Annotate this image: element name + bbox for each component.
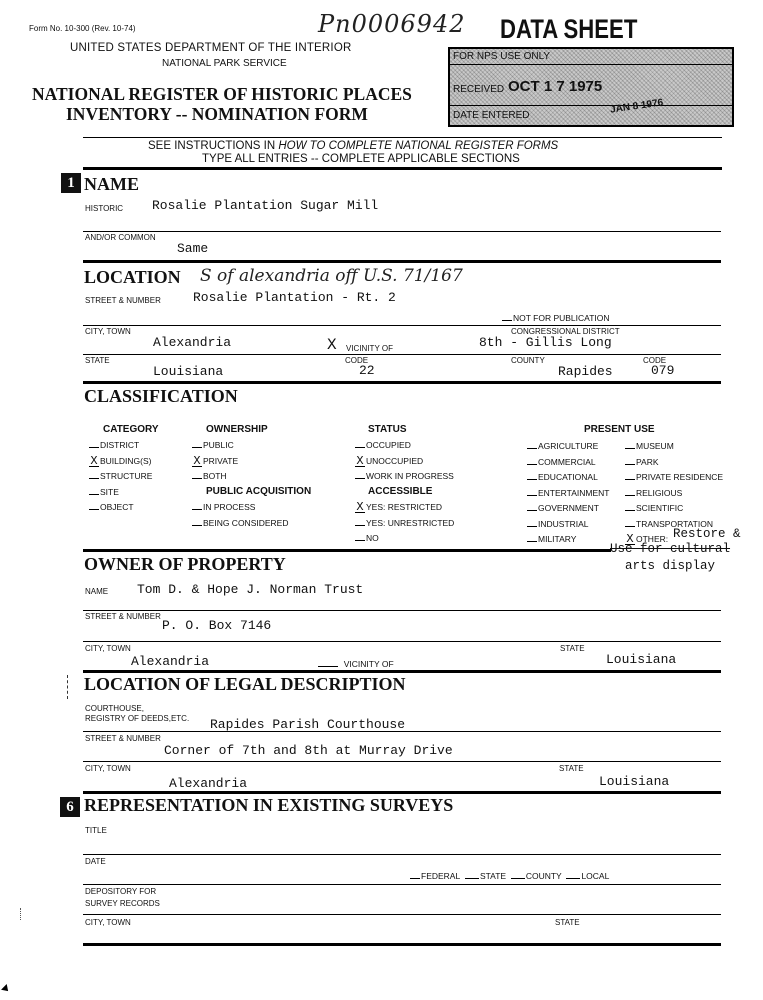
instructions-prefix: SEE INSTRUCTIONS IN	[148, 140, 279, 152]
classification-section-title: CLASSIFICATION	[84, 386, 238, 406]
local-option: LOCAL	[581, 871, 610, 881]
owner-street-value: P. O. Box 7146	[162, 618, 272, 633]
checkbox-label: PRIVATE	[203, 455, 239, 466]
service-name: NATIONAL PARK SERVICE	[162, 58, 287, 69]
common-name-value: Same	[177, 241, 209, 256]
representation-section-title: REPRESENTATION IN EXISTING SURVEYS	[84, 795, 454, 815]
legal-state-label: STATE	[559, 764, 584, 773]
public-acquisition-heading: PUBLIC ACQUISITION	[206, 486, 312, 497]
checkbox-label: IN PROCESS	[203, 502, 256, 512]
state-code-label: CODE	[345, 356, 369, 365]
checkbox-mark[interactable]	[527, 510, 537, 511]
received-stamp: OCT 1 7 1975	[508, 78, 603, 95]
checkbox-mark[interactable]	[625, 464, 635, 465]
congressional-district-value: 8th - Gillis Long	[479, 335, 612, 350]
instructions-italic-title: HOW TO COMPLETE NATIONAL REGISTER FORMS	[278, 140, 559, 152]
checkbox-mark[interactable]	[355, 525, 365, 526]
checkbox-option-private-residence[interactable]	[625, 472, 723, 482]
form-title-line2: INVENTORY -- NOMINATION FORM	[66, 104, 368, 124]
other-use-line1: Restore &	[673, 527, 741, 541]
checkbox-option-agriculture[interactable]	[527, 441, 598, 451]
checkbox-label: AGRICULTURE	[538, 441, 599, 451]
checkbox-label: OTHER:	[636, 534, 669, 544]
federal-option: FEDERAL	[421, 871, 461, 881]
checkbox-option-both[interactable]	[192, 471, 227, 481]
checkbox-option-commercial[interactable]	[527, 457, 596, 467]
form-title-line1: NATIONAL REGISTER OF HISTORIC PLACES	[32, 84, 412, 104]
checkbox-option-government[interactable]	[527, 503, 599, 513]
section-number-6: 6	[60, 797, 80, 817]
checkbox-option-site[interactable]	[89, 487, 119, 497]
department-name: UNITED STATES DEPARTMENT OF THE INTERIOR	[70, 42, 352, 54]
courthouse-label-line1: COURTHOUSE,	[85, 704, 144, 713]
present-use-heading: PRESENT USE	[584, 424, 655, 435]
checkbox-label: MUSEUM	[636, 441, 674, 451]
checkbox-mark[interactable]: X	[626, 532, 634, 546]
checkbox-option-yes-unrestricted[interactable]	[355, 518, 454, 528]
checkbox-option-religious[interactable]	[625, 488, 682, 498]
checkbox-option-in-process[interactable]	[192, 502, 255, 512]
nps-use-only-box	[448, 47, 734, 127]
checkbox-option-no[interactable]	[355, 533, 379, 543]
survey-city-label: CITY, TOWN	[85, 918, 131, 927]
county-value: Rapides	[558, 364, 613, 379]
checkbox-option-structure[interactable]	[89, 471, 152, 481]
checkbox-option-industrial[interactable]	[527, 519, 589, 529]
checkbox-label: WORK IN PROGRESS	[366, 471, 454, 481]
county-option: COUNTY	[525, 871, 562, 881]
checkbox-label: EDUCATIONAL	[538, 472, 598, 482]
checkbox-mark[interactable]	[89, 478, 99, 479]
vicinity-mark: X	[327, 336, 337, 354]
nps-box-heading: FOR NPS USE ONLY	[453, 51, 551, 62]
checkbox-label: OBJECT	[100, 502, 134, 512]
county-code-label: CODE	[643, 356, 667, 365]
checkbox-mark[interactable]	[625, 510, 635, 511]
location-street-value: Rosalie Plantation - Rt. 2	[193, 290, 396, 305]
checkbox-mark[interactable]: X	[90, 453, 98, 468]
legal-state-value: Louisiana	[599, 774, 670, 789]
checkbox-mark[interactable]	[527, 448, 537, 449]
status-heading: STATUS	[368, 424, 407, 435]
checkbox-mark[interactable]	[355, 447, 365, 448]
checkbox-mark[interactable]	[192, 509, 202, 510]
checkbox-label: SCIENTIFIC	[636, 503, 684, 513]
checkbox-mark[interactable]	[625, 448, 635, 449]
other-use-line2: Use for cultural	[610, 542, 731, 556]
checkbox-option-building-s[interactable]	[89, 453, 152, 468]
data-sheet-stamp: DATA SHEET	[500, 14, 638, 44]
checkbox-mark[interactable]	[527, 526, 537, 527]
owner-vicinity-option	[318, 659, 394, 669]
survey-state-label: STATE	[555, 918, 580, 927]
checkbox-option-district[interactable]	[89, 440, 139, 450]
checkbox-label: YES: UNRESTRICTED	[366, 517, 455, 528]
checkbox-option-unoccupied[interactable]	[355, 453, 424, 468]
legal-city-value: Alexandria	[169, 776, 248, 791]
checkbox-mark[interactable]	[89, 509, 99, 510]
checkbox-mark[interactable]	[89, 447, 99, 448]
historic-name-value: Rosalie Plantation Sugar Mill	[152, 198, 379, 213]
owner-state-value: Louisiana	[606, 652, 677, 667]
checkbox-mark[interactable]	[625, 479, 635, 480]
checkbox-option-military[interactable]	[527, 534, 576, 544]
checkbox-option-entertainment[interactable]	[527, 488, 609, 498]
state-option: STATE	[479, 871, 507, 881]
county-label: COUNTY	[511, 356, 545, 365]
checkbox-label: INDUSTRIAL	[538, 518, 589, 529]
legal-section-margin-mark	[67, 675, 68, 699]
state-code-value: 22	[359, 363, 375, 378]
checkbox-label: STRUCTURE	[100, 471, 153, 481]
owner-name-value: Tom D. & Hope J. Norman Trust	[137, 582, 364, 597]
location-section-title: LOCATION	[84, 267, 181, 287]
other-use-line3: arts display	[625, 559, 716, 573]
legal-city-label: CITY, TOWN	[85, 764, 131, 773]
owner-city-value: Alexandria	[131, 654, 210, 669]
checkbox-label: BOTH	[203, 471, 227, 481]
name-section-title: NAME	[84, 174, 139, 194]
checkbox-mark[interactable]	[192, 447, 202, 448]
checkbox-option-educational[interactable]	[527, 472, 598, 482]
checkbox-mark[interactable]	[527, 479, 537, 480]
checkbox-option-work-in-progress[interactable]	[355, 471, 454, 481]
category-heading: CATEGORY	[103, 424, 159, 435]
checkbox-mark[interactable]: X	[356, 500, 364, 514]
checkbox-label: UNOCCUPIED	[366, 455, 424, 466]
form-number: Form No. 10-300 (Rev. 10-74)	[29, 24, 136, 33]
not-for-publication-label: NOT FOR PUBLICATION	[513, 313, 610, 323]
checkbox-mark[interactable]	[527, 495, 537, 496]
legal-street-label: STREET & NUMBER	[85, 734, 161, 743]
not-for-publication-option	[502, 313, 610, 323]
checkbox-label: TRANSPORTATION	[636, 518, 713, 529]
location-city-value: Alexandria	[153, 335, 232, 350]
scan-corner-mark	[1, 984, 11, 994]
checkbox-mark[interactable]	[192, 525, 202, 526]
owner-vicinity-label: VICINITY OF	[343, 659, 394, 669]
checkbox-label: PRIVATE RESIDENCE	[636, 472, 724, 482]
instructions-line1	[148, 140, 558, 152]
checkbox-label: DISTRICT	[100, 440, 140, 450]
checkbox-label: YES: RESTRICTED	[366, 502, 443, 512]
checkbox-option-object[interactable]	[89, 502, 134, 512]
location-state-label: STATE	[85, 356, 110, 365]
survey-date-label: DATE	[85, 857, 106, 866]
checkbox-option-private[interactable]	[192, 453, 239, 468]
checkbox-label: PUBLIC	[203, 440, 234, 450]
checkbox-option-park[interactable]	[625, 457, 659, 467]
common-name-label: AND/OR COMMON	[85, 233, 156, 242]
legal-street-value: Corner of 7th and 8th at Murray Drive	[164, 743, 453, 758]
date-entered-stamp: JAN 8 1976	[609, 97, 664, 116]
checkbox-label: BEING CONSIDERED	[203, 517, 289, 528]
instructions-line2: TYPE ALL ENTRIES -- COMPLETE APPLICABLE SECTIONS	[202, 153, 520, 165]
location-city-label: CITY, TOWN	[85, 327, 131, 336]
checkbox-label: BUILDING(S)	[100, 455, 152, 466]
county-code-value: 079	[651, 363, 675, 378]
checkbox-option-yes-restricted[interactable]	[355, 502, 442, 513]
location-handwritten-note: S of alexandria off U.S. 71/167	[200, 266, 463, 286]
checkbox-label: COMMERCIAL	[538, 456, 596, 467]
section-number-1: 1	[61, 173, 81, 193]
checkbox-label: GOVERNMENT	[538, 503, 599, 513]
checkbox-option-public[interactable]	[192, 440, 234, 450]
checkbox-label: MILITARY	[538, 534, 577, 544]
survey-title-label: TITLE	[85, 826, 107, 835]
checkbox-option-occupied[interactable]	[355, 440, 411, 450]
checkbox-option-museum[interactable]	[625, 441, 674, 451]
checkbox-label: RELIGIOUS	[636, 487, 683, 498]
checkbox-label: NO	[366, 533, 379, 543]
checkbox-mark[interactable]	[625, 495, 635, 496]
location-street-label: STREET & NUMBER	[85, 296, 161, 305]
checkbox-mark[interactable]	[625, 526, 635, 527]
checkbox-mark[interactable]	[527, 464, 537, 465]
depository-label-line1: DEPOSITORY FOR	[85, 887, 157, 896]
checkbox-mark[interactable]	[527, 541, 537, 542]
depository-label-line2: SURVEY RECORDS	[85, 899, 160, 908]
checkbox-mark[interactable]	[89, 494, 99, 495]
checkbox-mark[interactable]: X	[356, 453, 364, 468]
accessible-heading: ACCESSIBLE	[368, 486, 433, 497]
legal-section-title: LOCATION OF LEGAL DESCRIPTION	[84, 674, 406, 694]
checkbox-mark[interactable]: X	[193, 453, 201, 468]
received-label: RECEIVED	[453, 84, 505, 95]
checkbox-label: PARK	[636, 456, 659, 467]
location-vicinity-label: VICINITY OF	[346, 344, 393, 353]
checkbox-mark[interactable]	[192, 478, 202, 479]
owner-section-title: OWNER OF PROPERTY	[84, 554, 286, 574]
handwritten-reference: Pn0006942	[318, 10, 466, 38]
checkbox-option-being-considered[interactable]	[192, 518, 289, 528]
checkbox-label: OCCUPIED	[366, 440, 411, 450]
historic-label: HISTORIC	[85, 204, 124, 213]
checkbox-mark[interactable]	[355, 478, 365, 479]
location-state-value: Louisiana	[153, 364, 224, 379]
checkbox-mark[interactable]	[355, 540, 365, 541]
courthouse-label-line2: REGISTRY OF DEEDS,ETC.	[85, 714, 190, 723]
checkbox-label: SITE	[100, 486, 119, 497]
date-entered-label: DATE ENTERED	[453, 110, 530, 121]
owner-state-label: STATE	[560, 644, 585, 653]
scan-artifact-mark	[20, 908, 21, 920]
owner-name-label: NAME	[85, 587, 109, 596]
checkbox-label: ENTERTAINMENT	[538, 487, 610, 498]
owner-street-label: STREET & NUMBER	[85, 612, 161, 621]
survey-level-options	[410, 871, 609, 881]
checkbox-option-scientific[interactable]	[625, 503, 683, 513]
ownership-heading: OWNERSHIP	[206, 424, 268, 435]
congressional-district-label: CONGRESSIONAL DISTRICT	[511, 327, 620, 336]
courthouse-value: Rapides Parish Courthouse	[210, 717, 406, 732]
owner-city-label: CITY, TOWN	[85, 644, 131, 653]
